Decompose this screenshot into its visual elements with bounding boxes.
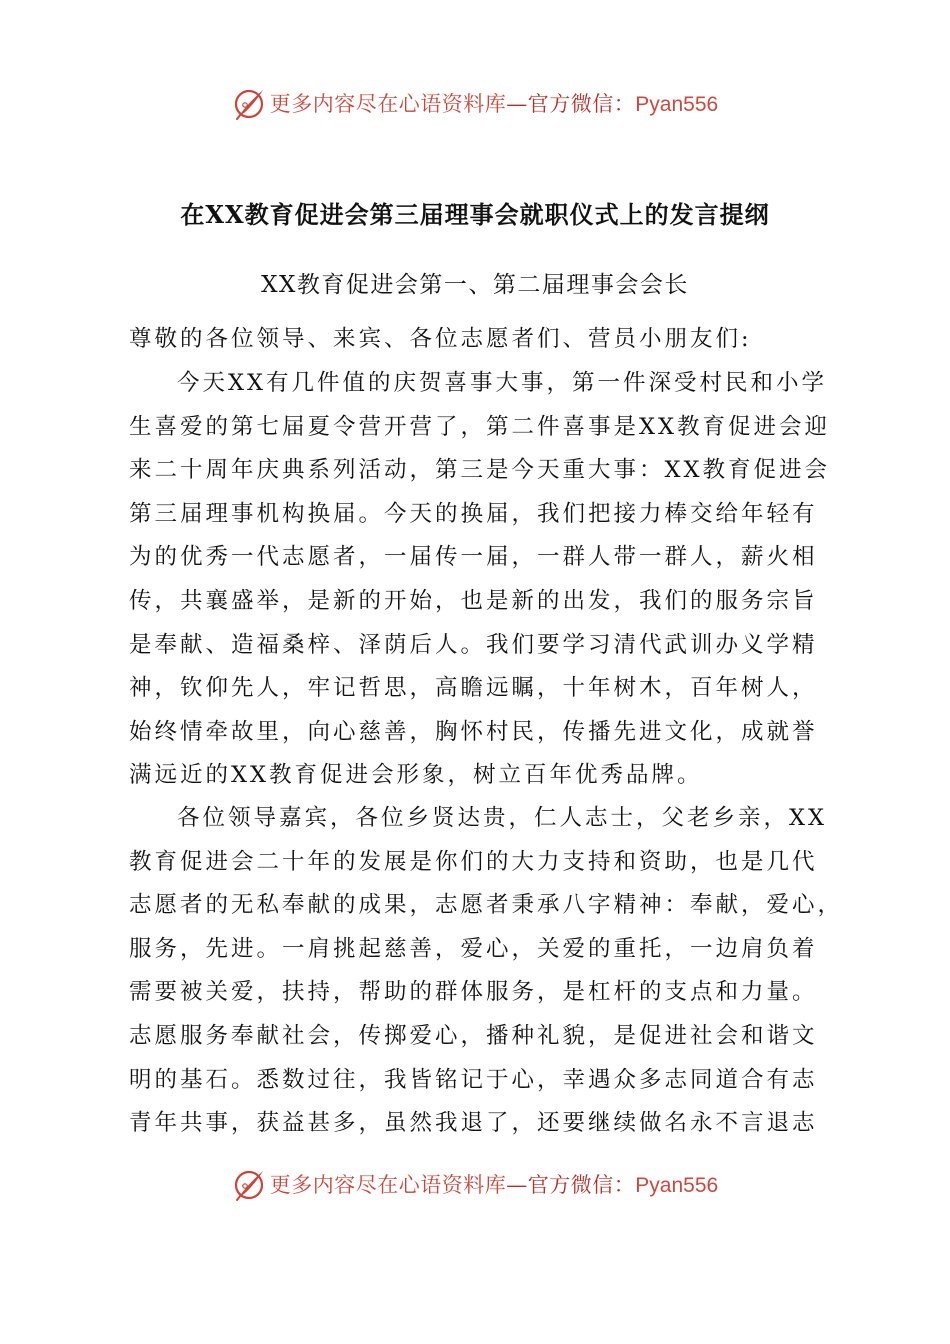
header-banner [0, 83, 950, 123]
paragraph-line: 神，钦仰先人，牢记哲思，高瞻远瞩，十年树木，百年树人， [129, 675, 818, 702]
paragraph-line: 为的优秀一代志愿者，一届传一届，一群人带一群人，薪火相 [129, 544, 818, 571]
paragraph-line: 今天XX有几件值的庆贺喜事大事，第一件深受村民和小学 [177, 370, 828, 396]
document-subtitle: XX教育促进会第一、第二届理事会会长 [261, 272, 689, 298]
paragraph-line: 生喜爱的第七届夏令营开营了，第二件喜事是XX教育促进会迎 [129, 413, 831, 440]
paragraph-line: 来二十周年庆典系列活动，第三是今天重大事：XX教育促进会 [129, 457, 831, 484]
paragraph-line: 始终情牵故里，向心慈善，胸怀村民，传播先进文化，成就誉 [129, 718, 818, 745]
header-banner-text: 更多内容尽在心语资料库—官方微信：Pyan556 [269, 92, 719, 116]
paragraph-line: 志愿者的无私奉献的成果，志愿者秉承八字精神：奉献，爱心， [129, 892, 844, 919]
salutation-line: 尊敬的各位领导、来宾、各位志愿者们、营员小朋友们: [129, 326, 752, 352]
paragraph-line: 传，共襄盛举，是新的开始，也是新的出发，我们的服务宗旨 [129, 587, 818, 614]
footer-banner [0, 1164, 950, 1204]
paragraph-line: 各位领导嘉宾，各位乡贤达贵，仁人志士，父老乡亲，XX [177, 805, 828, 831]
paragraph-2 [129, 797, 844, 1146]
quill-logo-icon [232, 1167, 266, 1201]
paragraph-line: 志愿服务奉献社会，传掷爱心，播种礼貌，是促进社会和谐文 [129, 1022, 818, 1049]
paragraph-line: 是奉献、造福桑梓、泽荫后人。我们要学习清代武训办义学精 [129, 631, 818, 658]
paragraph-line: 青年共事，获益甚多，虽然我退了，还要继续做名永不言退志 [129, 1110, 818, 1137]
salutation [129, 318, 831, 362]
footer-banner-text: 更多内容尽在心语资料库—官方微信：Pyan556 [269, 1173, 719, 1197]
paragraph-line: 第三届理事机构换届。今天的换届，我们把接力棒交给年轻有 [129, 500, 818, 527]
paragraph-line: 明的基石。悉数过往，我皆铭记于心，幸遇众多志同道合有志 [129, 1066, 818, 1093]
paragraph-line: 教育促进会二十年的发展是你们的大力支持和资助，也是几代 [129, 848, 818, 875]
paragraph-1 [129, 362, 831, 798]
paragraph-line: 服务，先进。一肩挑起慈善，爱心，关爱的重托，一边肩负着 [129, 935, 818, 962]
paragraph-line: 满远近的XX教育促进会形象，树立百年优秀品牌。 [129, 762, 703, 789]
quill-logo-icon [232, 86, 266, 120]
paragraph-line: 需要被关爱，扶持，帮助的群体服务，是杠杆的支点和力量。 [129, 979, 818, 1006]
document-title: 在XX教育促进会第三届理事会就职仪式上的发言提纲 [180, 200, 770, 229]
